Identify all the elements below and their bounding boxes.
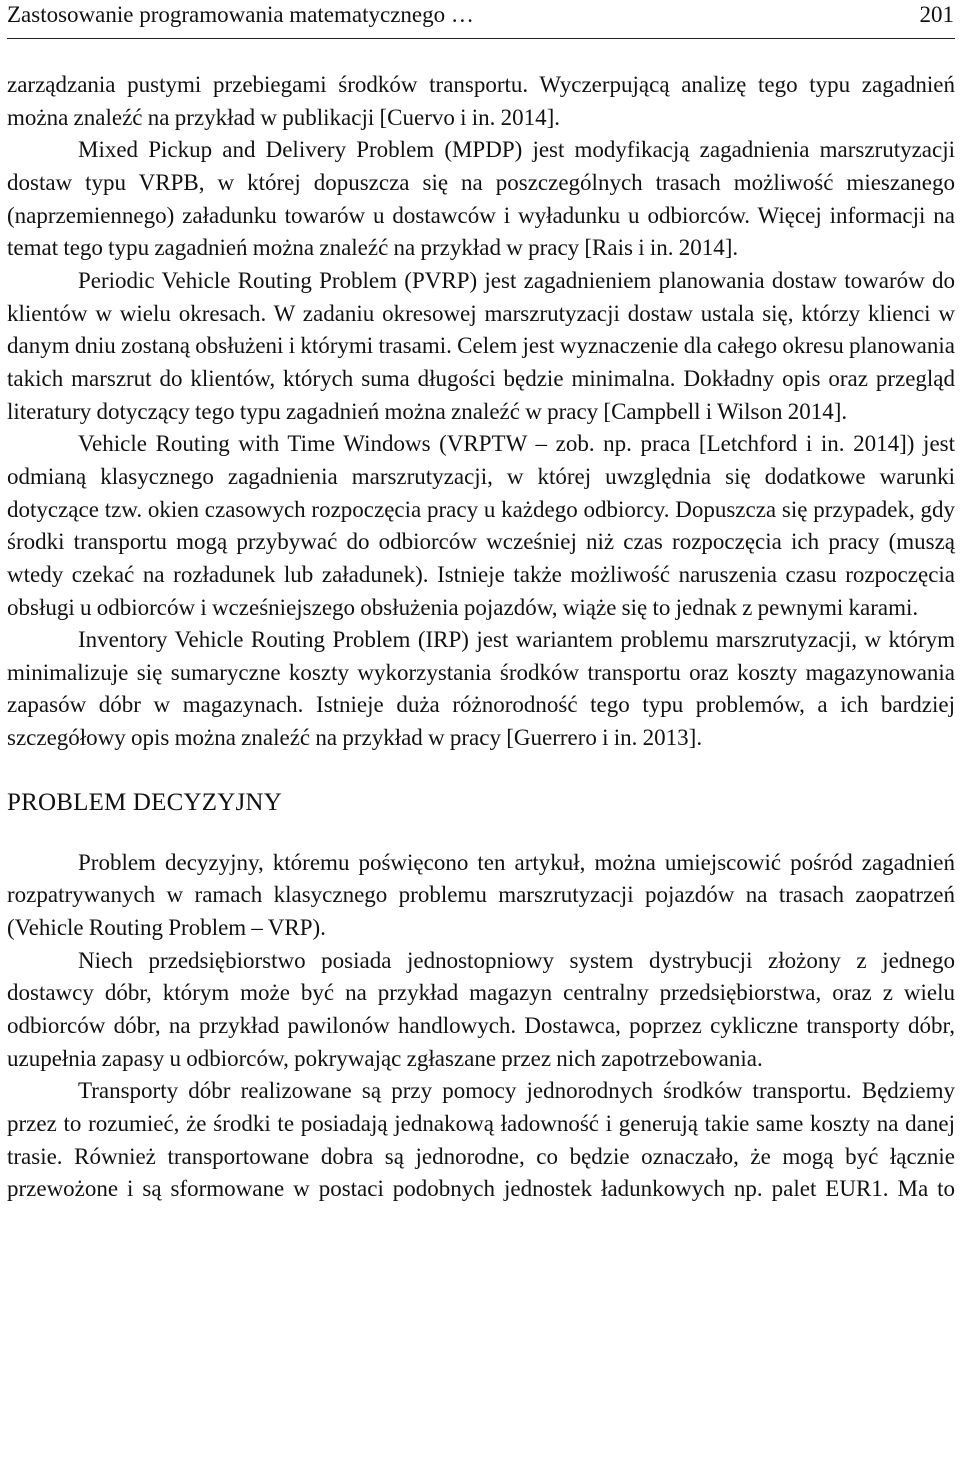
paragraph-mpdp: Mixed Pickup and Delivery Problem (MPDP) jest modyfikacją zagadnienia marszrutyzacji dostaw typu VRPB, w której dopuszcza się na poszczególnych trasach możliwość mieszanego (naprzemiennego) załadunku towarów u dostawców i wyładunku u odbiorców. Więcej informacji na temat tego typu zagadnień można znaleźć na przykład w pracy [Rais i in. 2014]. [7, 137, 955, 261]
paragraph-homogeneous-transport: Transporty dóbr realizowane są przy pomocy jednorodnych środków transportu. Będziemy przez to rozumieć, że środki te posiadają jednakową ładowność i generują takie same koszty na danej trasie. Również transportowane dobra są jednorodne, co będzie oznaczało, że mogą być łącznie przewożone i są sformowane w postaci podobnych jednostek ładunkowych np. palet EUR1. Ma to [7, 1078, 955, 1202]
paragraph-decision-problem: Problem decyzyjny, któremu poświęcono ten artykuł, można umiejscowić pośród zagadnień rozpatrywanych w ramach klasycznego problemu marszrutyzacji pojazdów na trasach zaopatrzeń (Vehicle Routing Problem – VRP). [7, 849, 955, 941]
paragraph-irp: Inventory Vehicle Routing Problem (IRP) jest wariantem problemu marszrutyzacji, w którym minimalizuje się sumaryczne koszty wykorzystania środków transportu oraz koszty magazynowania zapasów dóbr w magazynach. Istnieje duża różnorodność tego typu problemów, a ich bardziej szczegółowy opis można znaleźć na przykład w pracy [Guerrero i in. 2013]. [7, 627, 955, 751]
section-heading: PROBLEM DECYZYJNY [7, 788, 282, 816]
paragraph-vrptw: Vehicle Routing with Time Windows (VRPTW – zob. np. praca [Letchford i in. 2014]) jest odmianą klasycznego zagadnienia marszrutyzacji, w której uwzględnia się dodatkowe warunki dotyczące tzw. okien czasowych rozpoczęcia pracy u każdego odbiorcy. Dopuszcza się przypadek, gdy środki transportu mogą przybywać do odbiorców wcześniej niż czas rozpoczęcia ich pracy (muszą wtedy czekać na rozładunek lub załadunek). Istnieje także możliwość naruszenia czasu rozpoczęcia obsługi u odbiorców i wcześniejszego obsłużenia pojazdów, wiąże się to jednak z pewnymi karami. [7, 431, 955, 620]
page-number: 201 [919, 2, 954, 27]
paragraph-intro-continuation: zarządzania pustymi przebiegami środków transportu. Wyczerpującą analizę tego typu zagadnień można znaleźć na przykład w publikacji [Cuervo i in. 2014]. [7, 72, 955, 130]
running-header-title: Zastosowanie programowania matematycznego … [7, 2, 474, 27]
body-text [7, 69, 955, 1206]
paragraph-pvrp: Periodic Vehicle Routing Problem (PVRP) jest zagadnieniem planowania dostaw towarów do klientów w wielu okresach. W zadaniu okresowej marszrutyzacji dostaw ustala się, którzy klienci w danym dniu zostaną obsłużeni i którymi trasami. Celem jest wyznaczenie dla całego okresu planowania takich marszrut do klientów, których suma długości będzie minimalna. Dokładny opis oraz przegląd literatury dotyczący tego typu zagadnień można znaleźć w pracy [Campbell i Wilson 2014]. [7, 267, 955, 424]
paragraph-distribution-system: Niech przedsiębiorstwo posiada jednostopniowy system dystrybucji złożony z jednego dostawcy dóbr, którym może być na przykład magazyn centralny przedsiębiorstwa, oraz z wielu odbiorców dóbr, na przykład pawilonów handlowych. Dostawca, poprzez cykliczne transporty dóbr, uzupełnia zapasy u odbiorców, pokrywając zgłaszane przez nich zapotrzebowania. [7, 947, 955, 1071]
running-header [7, 0, 955, 39]
